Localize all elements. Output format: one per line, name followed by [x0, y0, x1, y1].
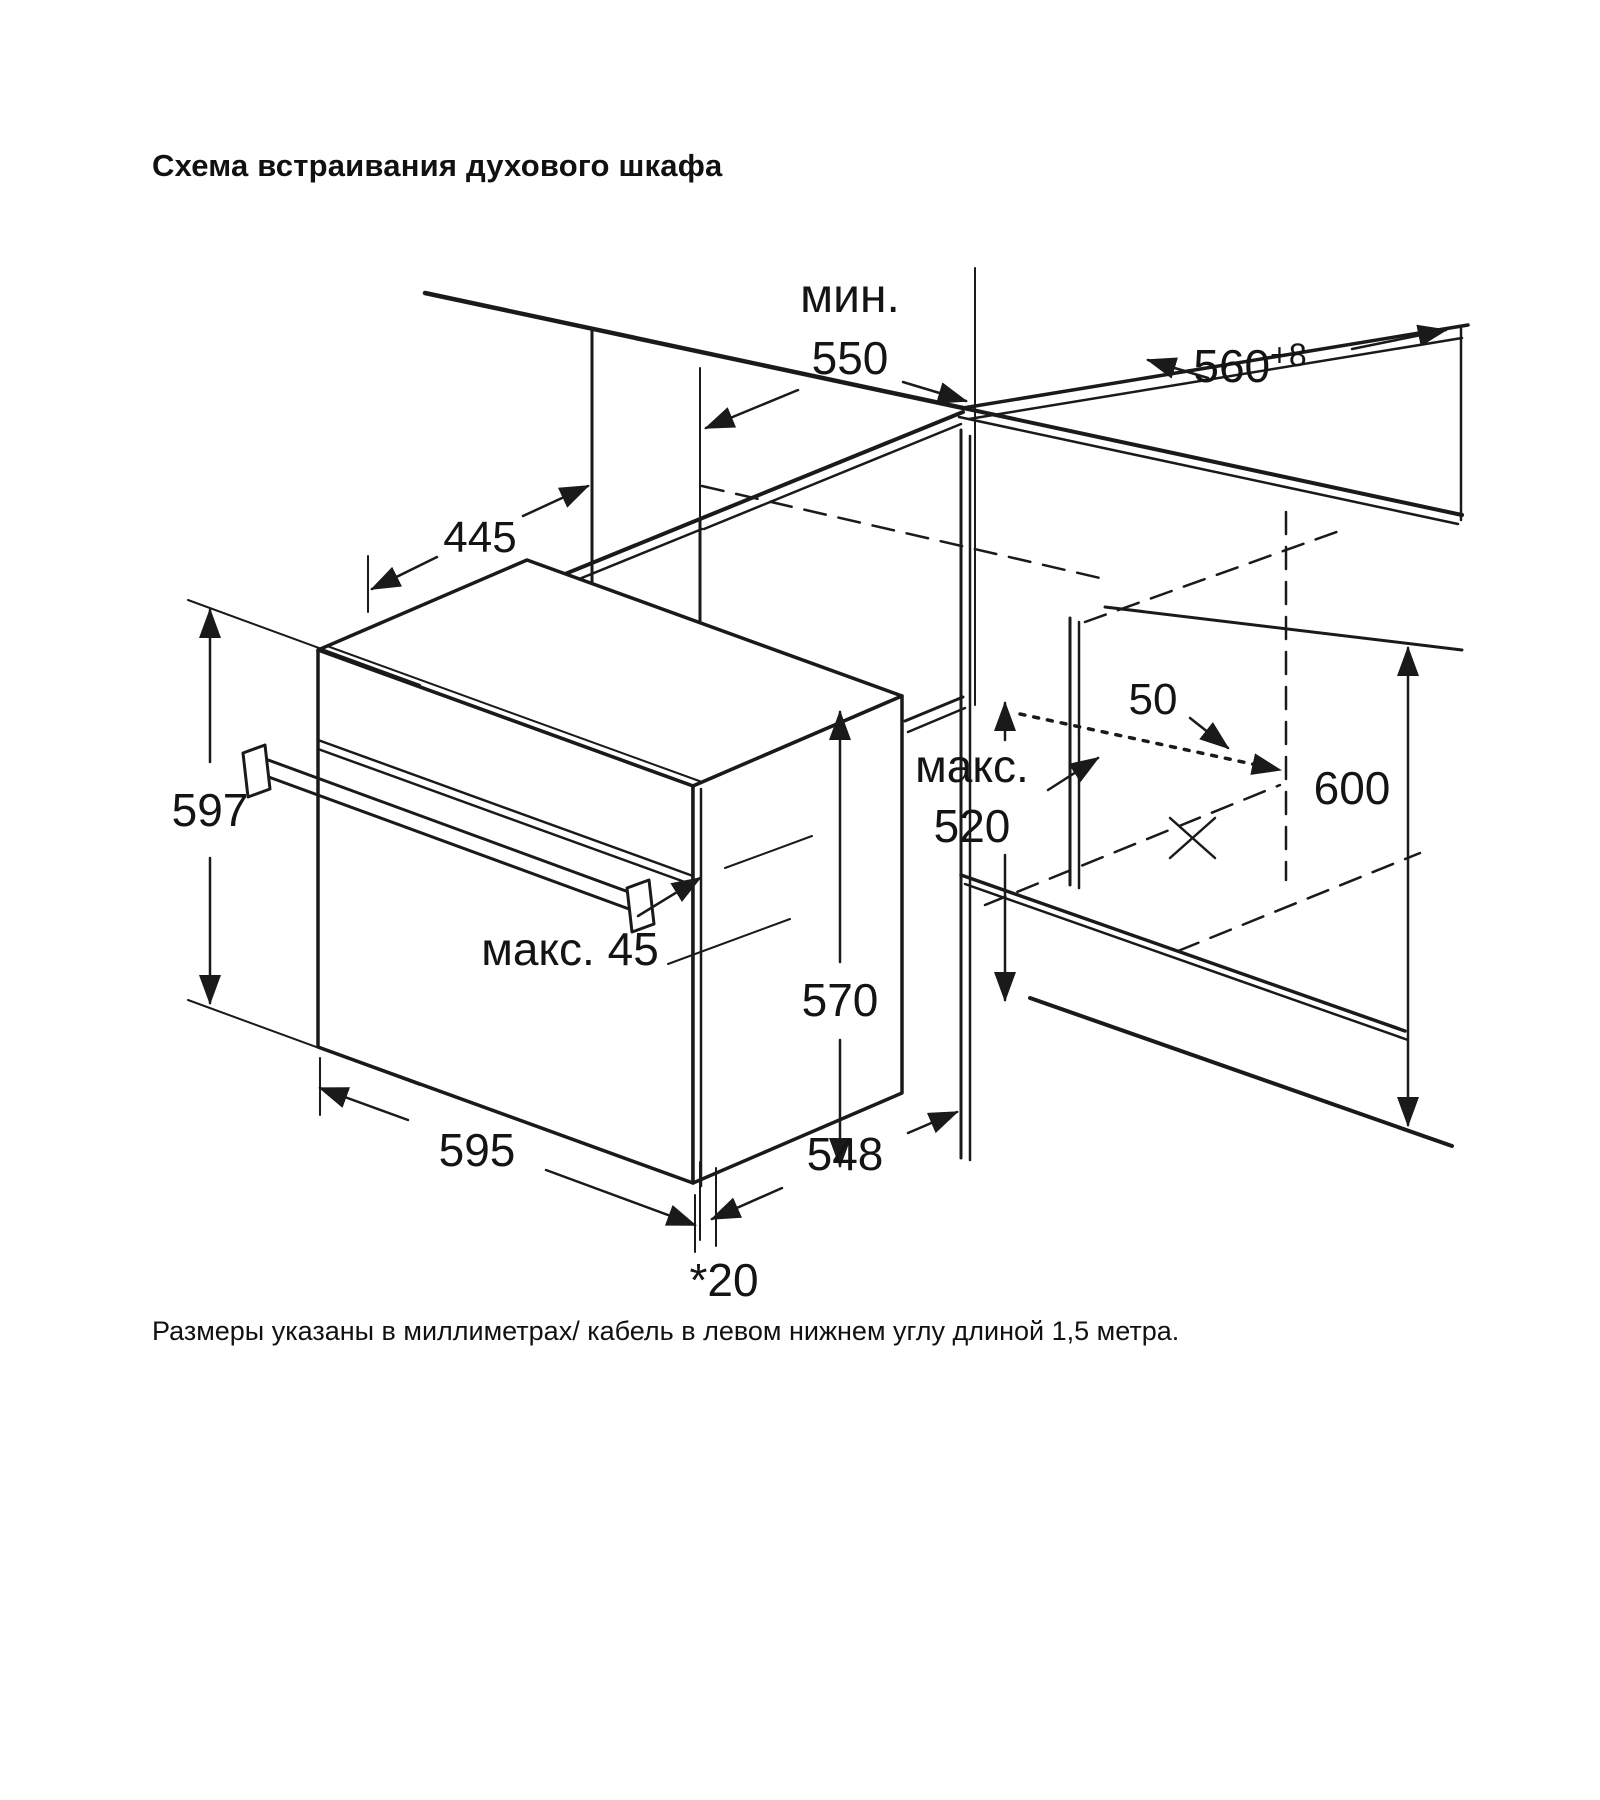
dim-560: $560^{+8}$	[1193, 337, 1307, 392]
dim-597: 597	[171, 784, 249, 836]
dim-548: 548	[806, 1128, 884, 1180]
page-title: Схема встраивания духового шкафа	[152, 148, 723, 183]
dim-520: 520	[933, 800, 1011, 852]
dim-550: 550	[811, 332, 889, 384]
dim-maks45: макс. 45	[481, 923, 659, 975]
dim-50: 50	[1128, 675, 1178, 724]
dim-20: *20	[689, 1254, 759, 1306]
oven-drawing	[243, 560, 902, 1186]
dim-maks-label: макс.	[915, 740, 1029, 792]
dim-570: 570	[801, 974, 879, 1026]
dim-600: 600	[1313, 762, 1391, 814]
dim-445: 445	[443, 513, 517, 562]
dim-595: 595	[438, 1124, 516, 1176]
dim-min-label: мин.	[800, 270, 900, 323]
page-caption: Размеры указаны в миллиметрах/ кабель в левом нижнем углу длиной 1,5 метра.	[152, 1316, 1180, 1346]
